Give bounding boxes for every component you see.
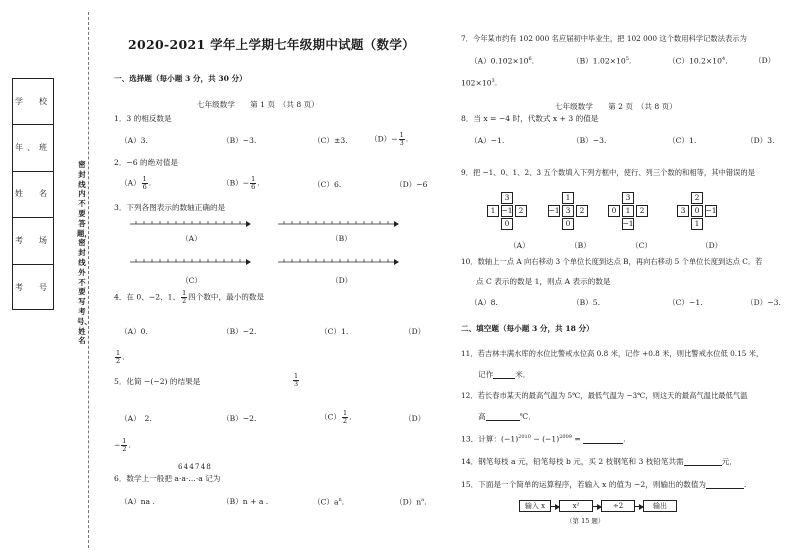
q6-stem: 6．数学上一般把 a·a·…·a 记为 xyxy=(114,474,221,483)
q7-b: $(B)1.02\times 10^5$. xyxy=(572,56,632,66)
q8-b: （B）−3. xyxy=(572,136,607,145)
q13: 13．计算：$(-1)^{2010} - (-1)^{2009}$ = . xyxy=(461,434,626,444)
q5-b: （B）−2. xyxy=(222,414,257,423)
number-line-a xyxy=(128,216,252,232)
q7-stem: 7．今年某市约有 102 000 名应届初中毕业生，把 102 000 这个数用科学记数法表示为 xyxy=(461,34,747,43)
q2-c: （C）6. xyxy=(313,180,342,189)
cross-cell-bottom: 0 xyxy=(501,218,513,230)
q15: 15．下面是一个简单的运算程序，若输入 x 的值为 −2，则输出的数值为 . xyxy=(461,480,747,489)
q6-overbrace: 6 4 4 7 4 8 xyxy=(178,463,211,471)
cross-cell-right: 2 xyxy=(576,205,588,217)
q13-blank[interactable] xyxy=(583,436,623,444)
info-number: 考 号 xyxy=(15,282,51,292)
q10-stem: 10．数轴上一点 A 向右移动 3 个单位长度到达点 B，再向右移动 5 个单位长度到达点 C．若 xyxy=(461,257,763,266)
q7-a: $(A)0.102\times 10^6$. xyxy=(470,56,535,66)
section2-heading: 二、填空题（每小题 3 分，共 18 分） xyxy=(461,324,594,333)
cross-cell-bottom: −1 xyxy=(622,219,634,229)
page-header-1: 七年级数学 第 1 页 （共 8 页） xyxy=(197,100,319,109)
flow-caption: （第 15 题） xyxy=(566,517,605,525)
q5-d: （D） xyxy=(404,414,426,423)
q5-a: （A） 2. xyxy=(120,414,152,423)
cross-cell-right: 2 xyxy=(515,205,527,217)
flow-input: 输入 x xyxy=(519,500,551,512)
q5-c: （C） $\frac{1}{2}$ . xyxy=(320,409,352,425)
q10-a: （A）8. xyxy=(470,298,498,307)
q9-b-label: （B） xyxy=(570,241,591,250)
q1-b: （B）−3. xyxy=(222,136,257,145)
q8-c: （C）1. xyxy=(668,136,697,145)
cross-cell-right: 2 xyxy=(636,205,648,217)
q4-c: （C）1. xyxy=(320,327,349,336)
number-line-b xyxy=(276,216,400,232)
q7-d-value: $102\times 10^3$. xyxy=(461,78,498,88)
cross-cell-left: 3 xyxy=(677,205,689,217)
flow-square: x² xyxy=(559,500,593,512)
q1-stem: 1．3 的相反数是 xyxy=(114,114,172,123)
q4-d-value: $\frac{1}{2}$ . xyxy=(116,349,125,365)
cross-cell-bottom: 1 xyxy=(691,218,703,230)
page-title: 2020-2021 学年上学期七年级期中试题（数学） xyxy=(128,37,415,52)
q12-line1: 12．若长春市某天的最高气温为 5℃，最低气温为 −3℃，则这天的最高气温比最低气温 xyxy=(461,391,748,400)
student-info-box xyxy=(12,78,54,310)
q1-d: （D）− $\frac{1}{3}$ . xyxy=(370,131,409,147)
number-line-d xyxy=(276,254,400,270)
q3-b-label: （B） xyxy=(331,234,352,243)
q4-b: （B）−2. xyxy=(222,327,257,336)
cross-cell-bottom: 0 xyxy=(562,218,574,230)
q9-stem: 9．把 −1、0、1、2、3 五个数填入下列方框中，使行、列三个数的和相等，其中错误的是 xyxy=(461,168,755,177)
q2-a: （A） $\frac{1}{6}$ . xyxy=(120,175,152,191)
flow-arrow-1 xyxy=(551,506,559,507)
q7-d: （D） xyxy=(754,56,776,65)
q10-b: （B）5. xyxy=(572,298,601,307)
cross-cell-top: 2 xyxy=(691,192,703,204)
cross-cell-left: −1 xyxy=(548,206,560,216)
q6-a: （A）na . xyxy=(120,497,155,506)
flow-arrow-3 xyxy=(635,506,643,507)
q9-d-label: （D） xyxy=(701,241,723,250)
q9-a-label: （A） xyxy=(509,241,530,250)
cross-cell-top: 1 xyxy=(562,192,574,204)
q4-stem: 4．在 0、−2、1、 $\frac{1}{2}$ 四个数中，最小的数是 xyxy=(114,289,265,305)
q6-c: $(C)a^n$. xyxy=(313,497,345,507)
cross-cell-right: −1 xyxy=(705,206,717,216)
info-name: 姓 名 xyxy=(13,172,53,218)
q2-d: （D）−6 xyxy=(395,180,428,189)
flow-divide: ÷2 xyxy=(601,500,635,512)
flow-output: 输出 xyxy=(643,500,677,512)
q7-c: $(C)10.2\times 10^4$. xyxy=(668,56,728,66)
q9-c-label: （C） xyxy=(631,241,652,250)
q1-c: （C）±3. xyxy=(313,136,348,145)
cross-cell-top: 3 xyxy=(622,192,634,204)
q12-blank[interactable] xyxy=(486,413,520,421)
info-room: 考 场 xyxy=(13,218,53,264)
q5-d-value: − $\frac{1}{2}$ . xyxy=(114,437,131,453)
q11-line1: 11．若吉林丰满水库的水位比警戒水位高 0.8 米，记作 +0.8 米，则比警戒水位低 0.15 米， xyxy=(461,349,764,358)
q5-stem: 5．化简 −(−2) 的结果是 xyxy=(114,377,201,386)
q4-a: （A）0. xyxy=(120,327,148,336)
q14-blank[interactable] xyxy=(684,458,722,466)
q10-stem-2: 点 C 表示的数是 1，则点 A 表示的数是 xyxy=(476,277,611,286)
q3-d-label: （D） xyxy=(331,276,353,285)
q10-c: （C）−1. xyxy=(668,298,703,307)
q8-a: （A）−1. xyxy=(470,136,505,145)
q2-stem: 2．−6 的绝对值是 xyxy=(114,158,179,167)
info-school: 学 校 xyxy=(13,79,53,125)
q1-a: （A）3. xyxy=(120,136,148,145)
q12-line2: 高 ℃． xyxy=(478,412,536,421)
cross-cell-mid: 0 xyxy=(691,205,703,217)
q6-d: $(D)n^a$. xyxy=(395,497,427,507)
q15-blank[interactable] xyxy=(706,481,744,489)
page-header-2: 七年级数学 第 2 页 （共 8 页） xyxy=(555,102,677,111)
q3-c-label: （C） xyxy=(181,276,202,285)
q4-d: （D） xyxy=(404,327,426,336)
q5-side-fraction: $\frac{1}{3}$ xyxy=(294,372,299,388)
q8-d: （D）3. xyxy=(746,136,775,145)
q2-b: （B）− $\frac{1}{6}$ . xyxy=(222,175,260,191)
number-line-c xyxy=(128,254,252,270)
q3-stem: 3．下列各图表示的数轴正确的是 xyxy=(114,203,226,212)
seal-notice: 密封线内不要答题，密封线外不要写考号、姓名 xyxy=(77,160,92,346)
cross-cell-left: 0 xyxy=(608,205,620,217)
seal-line xyxy=(88,12,89,548)
cross-cell-left: 1 xyxy=(487,205,499,217)
q11-line2: 记作 米． xyxy=(478,370,531,379)
q11-blank[interactable] xyxy=(493,371,515,379)
info-class: 年、班 xyxy=(13,125,53,171)
q6-b: （B）n + a . xyxy=(222,497,269,506)
q10-d: （D）−3. xyxy=(746,298,781,307)
q14: 14．钢笔每枝 a 元，铅笔每枝 b 元，买 2 枝钢笔和 3 枝铅笔共需 元． xyxy=(461,457,737,466)
section1-heading: 一、选择题（每小题 3 分，共 30 分） xyxy=(114,74,247,83)
cross-cell-mid: 1 xyxy=(622,205,634,217)
cross-cell-top: 3 xyxy=(501,192,513,204)
cross-cell-mid: −1 xyxy=(501,206,513,216)
q8-stem: 8．当 x = −4 时，代数式 x + 3 的值是 xyxy=(461,114,599,123)
flow-arrow-2 xyxy=(593,506,601,507)
q3-a-label: （A） xyxy=(181,234,202,243)
cross-cell-mid: 3 xyxy=(562,205,574,217)
